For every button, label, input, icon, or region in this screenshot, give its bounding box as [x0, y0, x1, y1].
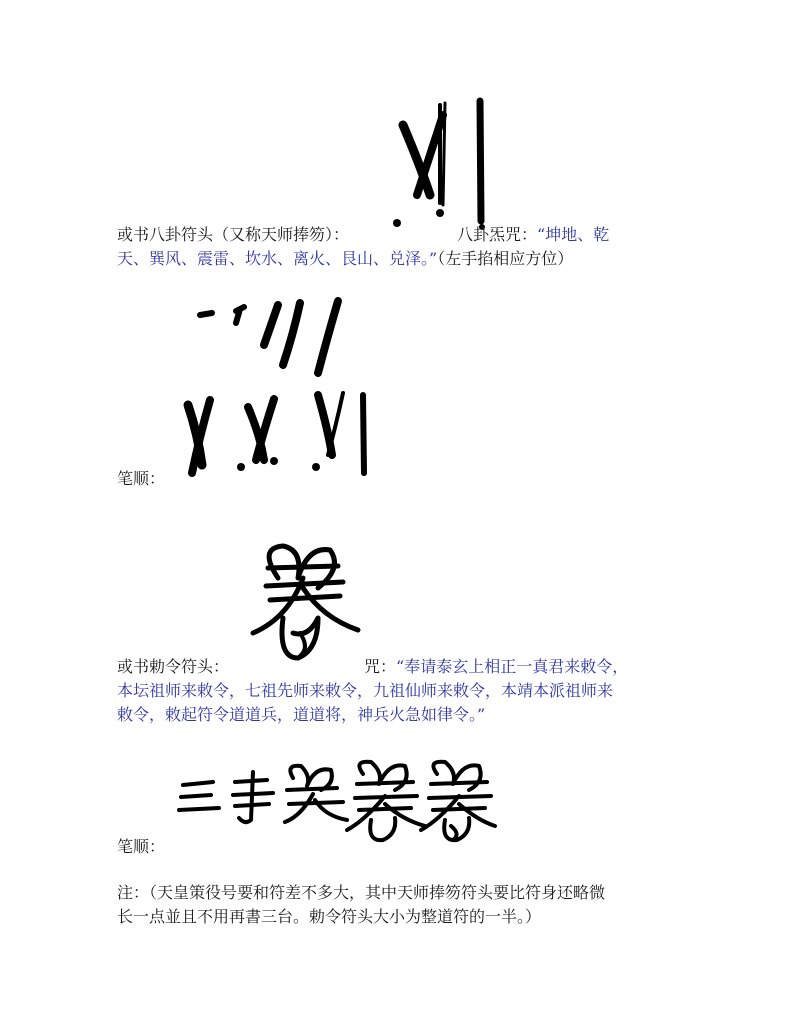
bagua-mantra-prefix: 八卦炁咒： [457, 225, 538, 244]
chiling-mantra-line3: 敕令，敕起符令道道兵，道道将，神兵火急如律令。” [117, 705, 486, 724]
stroke-order-label-2: 笔顺： [117, 837, 166, 856]
chiling-stroke-order-drawing [175, 760, 495, 845]
note-line-2: 长一点並且不用再書三台。勅令符头大小为整道符的一半。） [117, 907, 542, 926]
bagua-mantra-text: “坤地、乾 [537, 225, 610, 244]
chiling-mantra-line2: 本坛祖师来敕令，七祖先师来敕令，九祖仙师来敕令，本靖本派祖师来 [117, 681, 614, 700]
bagua-head-intro: 或书八卦符头（又称天师捧笏）： [117, 225, 350, 244]
bagua-mantra-line2 [117, 248, 573, 270]
chiling-talisman-head-drawing [248, 538, 363, 668]
bagua-stroke-order-drawing [178, 295, 378, 485]
note-line-1: 注：（天皇策役号要和符差不多大，其中天师捧笏符头要比符身还略微 [117, 883, 606, 902]
bagua-mantra-text-2: 天、巽风、震雷、坎水、离火、艮山、兑泽。” [117, 249, 438, 268]
chiling-head-intro: 或书勅令符头： [117, 657, 230, 676]
chiling-mantra-prefix: 咒： [364, 657, 397, 676]
bagua-mantra-note: （左手掐相应方位） [437, 249, 574, 268]
chiling-mantra-text: “奉请泰玄上相正一真君来敕令， [396, 657, 629, 676]
bagua-talisman-head-drawing [385, 95, 495, 230]
bagua-head-line [117, 224, 609, 246]
chiling-head-line [117, 656, 628, 678]
stroke-order-label-1: 笔顺： [117, 469, 166, 488]
